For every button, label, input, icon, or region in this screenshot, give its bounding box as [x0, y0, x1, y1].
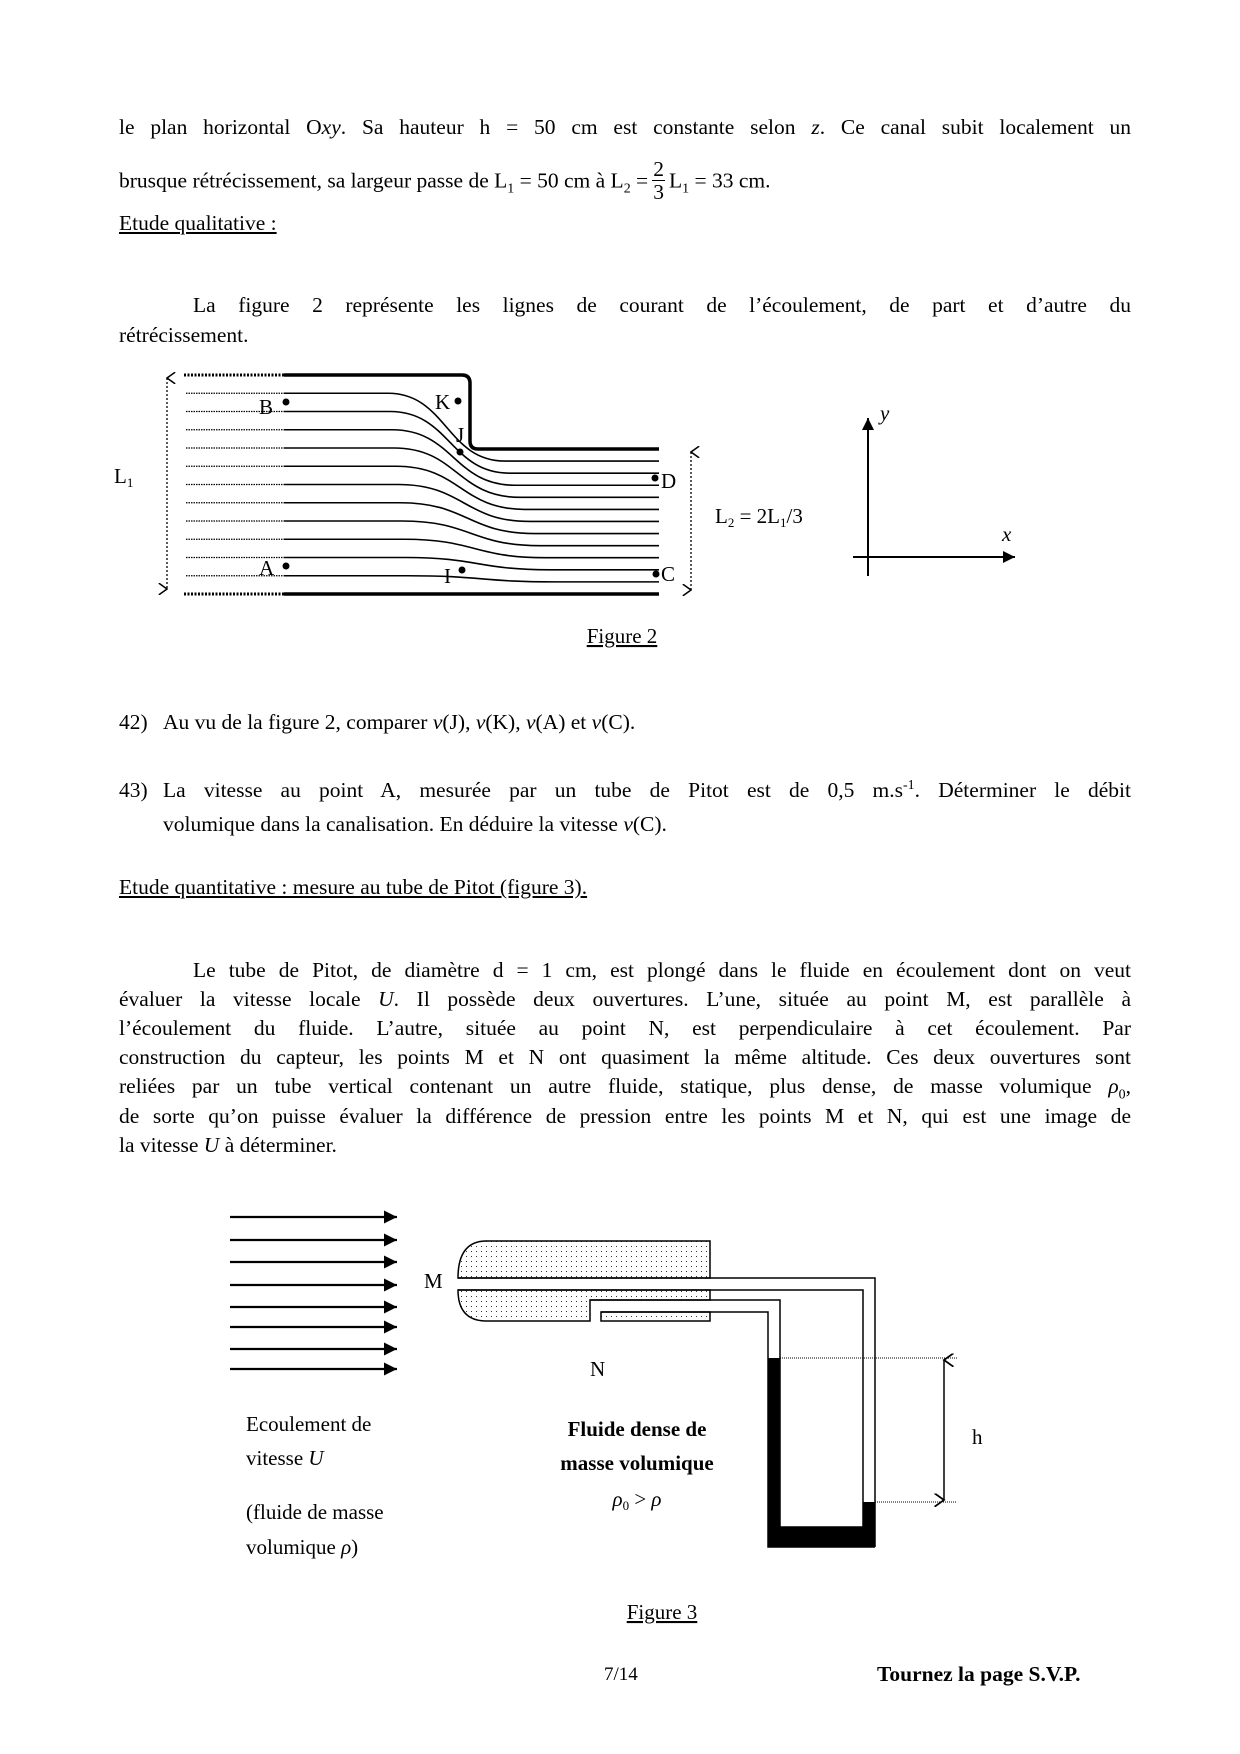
text-segment: U	[203, 1133, 220, 1157]
text-segment: xy	[321, 115, 341, 139]
text-segment: brusque rétrécissement, sa largeur passe de L	[119, 168, 508, 193]
text-segment: 1	[507, 181, 515, 197]
label-c: C	[661, 562, 676, 586]
label-n: N	[590, 1357, 606, 1381]
fluid-label-line1: (fluide de masse	[246, 1500, 384, 1524]
point-b-dot	[283, 399, 290, 406]
q43-text-line-2	[163, 811, 1131, 837]
label-i: I	[444, 564, 451, 588]
text-segment: -1	[903, 777, 915, 793]
point-j-dot	[457, 449, 464, 456]
text-segment: reliées par un tube vertical contenant un autre fluide, statique, plus dense, de masse volumique	[119, 1074, 1109, 1098]
text-segment: 0	[1118, 1087, 1126, 1103]
quantitative-para-line	[119, 986, 1131, 1012]
label-k: K	[435, 390, 451, 414]
text-segment: l’écoulement du fluide. L’autre, située au point N, est perpendiculaire à cet écoulement. Par	[119, 1016, 1131, 1040]
text-segment: (J),	[442, 710, 476, 734]
text-segment: U	[378, 987, 394, 1011]
fraction-denominator: 3	[653, 180, 664, 204]
text-segment: (C).	[632, 812, 667, 836]
dense-label-relation: ρ0 > ρ	[612, 1487, 662, 1513]
quantitative-para-line	[119, 1132, 1131, 1158]
text-segment: La figure 2 représente les lignes de courant de l’écoulement, de part et d’autre du	[193, 293, 1131, 317]
quantitative-heading	[119, 874, 587, 900]
label-j: J	[456, 423, 465, 447]
text-segment: ,	[1125, 1074, 1131, 1098]
dense-fluid	[768, 1358, 875, 1547]
q42-number: 42)	[119, 710, 148, 734]
label-h: h	[972, 1425, 983, 1449]
text-segment: . Sa hauteur h = 50 cm est constante selon	[340, 115, 812, 139]
quantitative-para-line	[119, 1044, 1131, 1070]
text-segment: (C).	[601, 710, 636, 734]
text-segment: à déterminer.	[219, 1133, 337, 1157]
point-i-dot	[459, 567, 466, 574]
turn-page-note: Tournez la page S.V.P.	[877, 1662, 1081, 1686]
text-segment: v	[525, 710, 536, 734]
text-segment: construction du capteur, les points M et N ont quasiment la même altitude. Ces deux ouvertures sont	[119, 1045, 1131, 1069]
text-segment: . Il possède deux ouvertures. L’une, située au point M, est parallèle à	[393, 987, 1131, 1011]
point-k-dot	[455, 398, 462, 405]
text-segment: la vitesse	[119, 1133, 204, 1157]
text-segment: v	[591, 710, 602, 734]
text-segment: volumique dans la canalisation. En déduire la vitesse	[163, 812, 624, 836]
q43-text-line-1	[163, 777, 1131, 803]
dense-fluid-right-column	[863, 1502, 875, 1547]
text-segment: ρ	[1108, 1074, 1119, 1098]
flow-arrows	[230, 1217, 397, 1369]
text-segment: 2	[623, 181, 631, 197]
dense-label-line1: Fluide dense de	[567, 1417, 707, 1441]
point-c-dot	[653, 571, 660, 578]
streamlines-group	[186, 393, 659, 582]
label-d: D	[661, 469, 677, 493]
pitot-body-upper	[458, 1241, 710, 1278]
text-segment: évaluer la vitesse locale	[119, 987, 379, 1011]
flow-label-line1: Ecoulement de	[246, 1412, 372, 1436]
quantitative-para-line	[193, 957, 1131, 983]
text-segment: Le tube de Pitot, de diamètre d = 1 cm, est plongé dans le fluide en écoulement dont on veut	[193, 958, 1131, 982]
text-segment: v	[475, 710, 486, 734]
text-segment: le plan horizontal O	[119, 115, 322, 139]
pitot-body-lower-small	[601, 1312, 710, 1321]
streamline	[284, 576, 659, 582]
label-m: M	[424, 1269, 443, 1293]
point-a-dot	[283, 563, 290, 570]
figure-3-caption: Figure 3	[626, 1600, 698, 1624]
text-segment: Etude qualitative :	[119, 211, 277, 235]
pitot-tube	[458, 1241, 875, 1547]
label-l1: L1	[114, 464, 134, 490]
quantitative-para-line	[119, 1103, 1131, 1129]
text-segment: de sorte qu’on puisse évaluer la différence de pression entre les points M et N, qui est une image de	[119, 1104, 1131, 1128]
axis-x-label: x	[1002, 522, 1012, 546]
fluid-label-line2: volumique ρ)	[246, 1535, 359, 1559]
text-segment: v	[432, 710, 443, 734]
point-d-dot	[652, 475, 659, 482]
text-segment: v	[623, 812, 633, 836]
label-a: A	[259, 556, 275, 580]
text-segment: La vitesse au point A, mesurée par un tube de Pitot est de 0,5 m.s	[163, 778, 904, 802]
q43-number: 43)	[119, 778, 148, 802]
q42-text	[163, 709, 1131, 735]
text-segment: = 33 cm.	[689, 168, 771, 193]
dense-fluid-bottom	[768, 1527, 875, 1547]
text-segment: . Déterminer le débit	[914, 778, 1132, 802]
page-number: 7/14	[604, 1664, 638, 1685]
text-segment: z	[811, 115, 820, 139]
text-segment: = 50 cm à L	[514, 168, 624, 193]
dense-label-line2: masse volumique	[560, 1451, 714, 1475]
text-segment: . Ce canal subit localement un	[819, 115, 1131, 139]
text-segment: Etude quantitative : mesure au tube de Pitot (figure 3).	[119, 875, 588, 899]
text-segment: (K),	[485, 710, 526, 734]
figure-2-caption: Figure 2	[586, 624, 658, 648]
streamline	[284, 558, 659, 570]
text-segment: 1	[682, 181, 690, 197]
label-b: B	[259, 395, 274, 419]
fraction-numerator: 2	[653, 157, 664, 181]
flow-label-line2: vitesse U	[246, 1446, 324, 1470]
label-l2: L2 = 2L1/3	[715, 504, 803, 530]
text-segment: =	[630, 168, 649, 193]
axis-y-label: y	[880, 401, 890, 425]
quantitative-para-line	[119, 1015, 1131, 1041]
quantitative-para-line	[119, 1073, 1131, 1103]
text-segment: L	[668, 168, 683, 193]
streamline	[284, 539, 659, 557]
dense-fluid-left-column	[768, 1358, 780, 1547]
text-segment: Au vu de la figure 2, comparer	[163, 710, 433, 734]
text-segment: (A) et	[535, 710, 592, 734]
text-segment: rétrécissement.	[119, 323, 249, 347]
